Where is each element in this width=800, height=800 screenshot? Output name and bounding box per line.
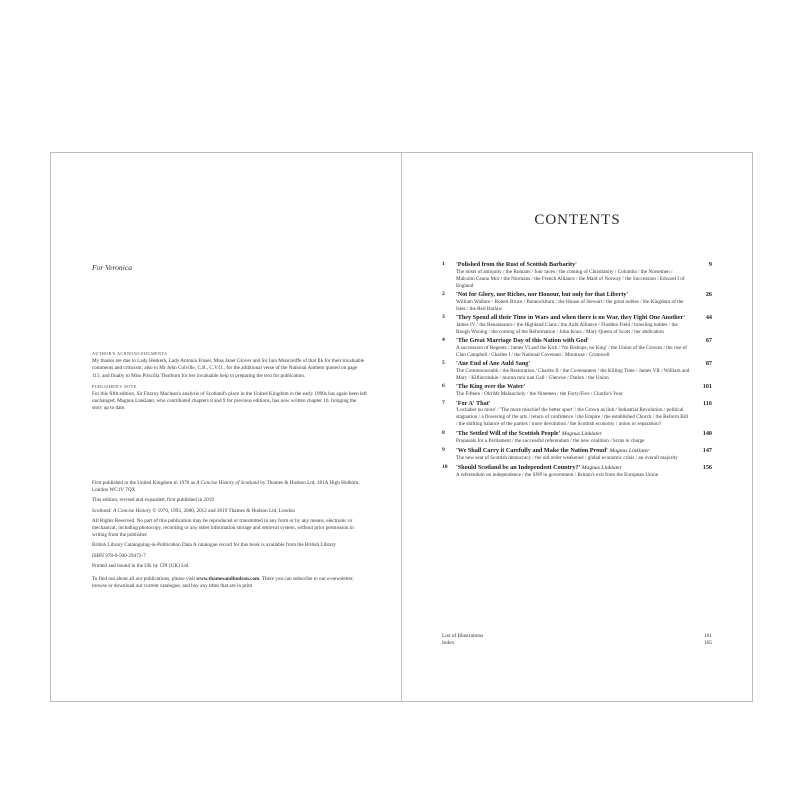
imprint-cip: British Library Cataloguing-in-Publication Data A catalogue record for this book is available from the British Library [92,542,336,549]
toc-chapter-description: William Wallace / Robert Bruce / Bannockburn / the House of Stewart / the great nobles / the Kingdom of the Isles / the Red Harlaw [456,298,684,312]
toc-chapter-author: Magnus Linklater [581,464,622,471]
toc-chapter-description: James IV / the Renaissance / the Highland Clans / the Auld Alliance / Flodden Field / brawling nobles / the Rough Wooing / the coming of the Reformation / John Knox / Mary Queen of Scots / her abdication [456,321,678,335]
imprint-first-published-pre: First published in the United Kingdom in 1970 as [92,480,197,486]
toc-chapter-title: 'They Spend all their Time in Wars and when there is no War, they Fight One Another' [456,314,685,322]
toc-entry-body [456,400,712,429]
toc-chapter-number: 9 [442,446,445,453]
toc-chapter-title: 'Ane End of Ane Auld Sang' [456,360,531,368]
toc-page-number: 67 [705,337,712,345]
toc-entry[interactable] [442,360,712,382]
toc-chapter-title-wrap [456,337,690,345]
toc-chapter-number: 3 [442,314,445,321]
toc-chapter-number: 5 [442,360,445,367]
toc-chapter-number: 1 [442,261,445,267]
toc-chapter-title-wrap [456,261,690,269]
toc-chapter-description: The Commonwealth / the Restoration / Charles II / the Covenanters / the Killing Time / James VII / William and Mary / Killiecrankie / murun mor nan Gall / Glencoe / Darien / the Union [456,367,690,381]
imprint-original-title: A Concise History of Scotland [196,480,259,486]
toc-entry[interactable] [442,383,712,398]
back-matter-item[interactable] [442,633,712,640]
toc-entry-body [456,337,712,359]
toc-chapter-title: 'The King over the Water' [456,383,526,391]
toc-chapter-title: 'The Great Marriage Day of this Nation with God' [456,337,589,345]
toc-chapter-description: A succession of Regents / James VI and the Kirk / 'No Bishops, no King' / the Union of the Crowns / the rise of Clan Campbell / Charles I / the National Covenant / Montrose / Cromwell [456,344,688,358]
toc-page-number: 87 [705,360,712,368]
imprint-rights: All Rights Reserved. No part of this publication may be reproduced or transmitted in any form or by any means, electronic or mechanical, including photocopy, recording or any other information storage and retrieval system, without prior permission in writing from the publisher. [92,517,354,539]
toc-page-number: 26 [705,291,712,299]
acknowledgments-heading: AUTHOR'S ACKNOWLEDGMENTS [92,351,168,356]
toc-chapter-title: 'We Shall Carry it Carefully and Make the Nation Proud' [456,446,608,454]
toc-title-row [456,261,712,269]
toc-chapter-title-wrap [456,383,690,391]
back-matter-label: List of Illustrations [442,633,484,639]
toc-chapter-number: 10 [442,463,448,470]
table-of-contents [442,261,712,481]
toc-chapter-title: 'The Settled Will of the Scottish People' [456,429,561,437]
toc-chapter-title: 'For A' That' [456,399,491,407]
toc-entry-body [456,383,712,398]
back-matter-page: 161 [703,633,712,639]
toc-entry[interactable] [442,314,712,336]
dedication: For Veronica [92,263,132,272]
toc-title-row [456,360,712,368]
toc-entry-body [456,291,712,313]
imprint-isbn: ISBN 978-0-500-29472-7 [92,552,146,559]
toc-entry[interactable] [442,261,712,290]
toc-chapter-description: A referendum on independence / the SNP in government / Britain's exit from the European Union [456,472,659,479]
book-spread [50,152,753,702]
toc-chapter-number: 6 [442,383,445,390]
toc-chapter-title-wrap [456,430,690,439]
toc-chapter-title: 'Should Scotland be an Independent Country?' [456,463,581,471]
toc-entry[interactable] [442,430,712,446]
publishers-note-text: For this fifth edition, Sir Fitzroy Maclean's analysis of Scotland's place in the United Kingdom in the early 1990s has again been left unchanged. Magnus Linklater, who contributed chapters 8 and 9 for previous editions, has now written chapter 10, bringing the story up to date. [92,391,367,412]
toc-chapter-number: 7 [442,399,445,406]
toc-title-row [456,430,712,439]
toc-title-row [456,314,712,322]
toc-chapter-title-wrap [456,360,690,368]
toc-chapter-number: 2 [442,291,445,298]
toc-entry-body [456,430,712,446]
toc-chapter-author: Magnus Linklater [609,447,650,454]
toc-chapter-author: Magnus Linklater [561,430,602,437]
toc-entry[interactable] [442,291,712,313]
toc-entry[interactable] [442,447,712,463]
back-matter-list [442,633,712,648]
toc-chapter-title: 'Polished from the Rust of Scottish Barbarity' [456,261,577,268]
toc-entry[interactable] [442,337,712,359]
toc-page-number: 101 [702,383,712,391]
toc-page-number: 147 [702,446,712,454]
toc-chapter-number: 8 [442,429,445,436]
toc-chapter-description: The Fifteen / Old Mr Melancholy / the Nineteen / the Forty/Five / Charlie's Year [456,391,623,398]
toc-chapter-description: 'Lochaber no more' / 'The more mischief the better sport' / the Crown as link / Industrial Revolution / political stagnation / a flowering of the arts / return of confidence / the Empire / the established Church / the Reform Bill / the shifting balance of the parties / more devolution / the Scottish economy / union or separation? [456,407,689,428]
toc-title-row [456,383,712,391]
toc-title-row [456,337,712,345]
toc-chapter-number: 4 [442,337,445,344]
imprint-find-out-post: . There you can subscribe to our e-newsletter, browse or download our current catalogue, and buy any titles that are in print [92,576,354,590]
imprint-edition: This edition, revised and expanded, first published in 2019 [92,497,214,504]
toc-title-row [456,291,712,299]
back-matter-page: 165 [703,640,712,647]
imprint-find-out [92,576,367,590]
toc-page-number: 9 [708,261,712,268]
toc-page-number: 140 [702,429,712,437]
back-matter-label: Index [442,640,455,647]
toc-page-number: 44 [705,314,712,322]
toc-entry-body [456,261,712,290]
imprint-first-published [92,480,367,494]
imprint-find-out-pre: To find out about all our publications, please visit [92,576,197,583]
toc-entry[interactable] [442,464,712,480]
toc-chapter-title-wrap [456,314,690,322]
toc-entry-body [456,447,712,463]
imprint-first-published-post: by Thames & Hudson Ltd, 181A High Holborn, London WC1V 7QX [92,480,360,494]
toc-chapter-description: The mists of antiquity / the Romans / four races / the coming of Christianity / Columba / the Norsemen / Malcolm Ceann Mor / the Normans / the French Alliance / the Maid of Norway / the Succession / Edward I of England [456,268,685,289]
imprint-copyright-title: Scotland: A Concise History [92,507,152,514]
toc-entry-body [456,360,712,382]
back-matter-item[interactable] [442,640,712,647]
toc-entry-body [456,314,712,336]
acknowledgments-section [92,350,367,416]
imprint-copyright-rest: © 1970, 1993, 2000, 2012 and 2019 Thames & Hudson Ltd, London [151,507,295,514]
toc-chapter-description: Proposals for a Parliament / the successful referendum / the new coalition / Scots in charge [456,438,645,445]
contents-title: CONTENTS [534,212,621,228]
publisher-website-link[interactable]: www.thamesandhudson.com [196,576,260,583]
imprint-section [92,480,367,593]
toc-chapter-description: The new seat of Scottish democracy / the old order weakened / global economic crisis / an overall majority [456,455,678,462]
toc-entry-body [456,464,712,480]
toc-chapter-title-wrap [456,291,690,299]
toc-chapter-title: 'Not for Glory, nor Riches, nor Honour, but only for that Liberty' [456,291,629,299]
toc-entry[interactable] [442,400,712,429]
toc-page-number: 156 [702,463,712,471]
left-page [51,153,401,701]
imprint-printed: Printed and bound in the UK by CPI (UK) Ltd [92,562,189,569]
toc-page-number: 116 [703,399,712,407]
imprint-copyright [92,508,367,515]
acknowledgments-text: My thanks are due to Lady Hesketh, Lady Antonia Fraser, Miss Janet Glover and Sir Iain Moncreiffe of that Ilk for their invaluable comments and criticism; also to Mr John Colville, C.B., C.V.O., for the additional verse of the National Anthem quoted on page 111; and finally to Miss Priscilla Thorburn for her invaluable help in preparing the text for publication. [92,358,365,379]
right-page [402,153,753,701]
publishers-note-heading: PUBLISHER'S NOTE [92,383,137,389]
